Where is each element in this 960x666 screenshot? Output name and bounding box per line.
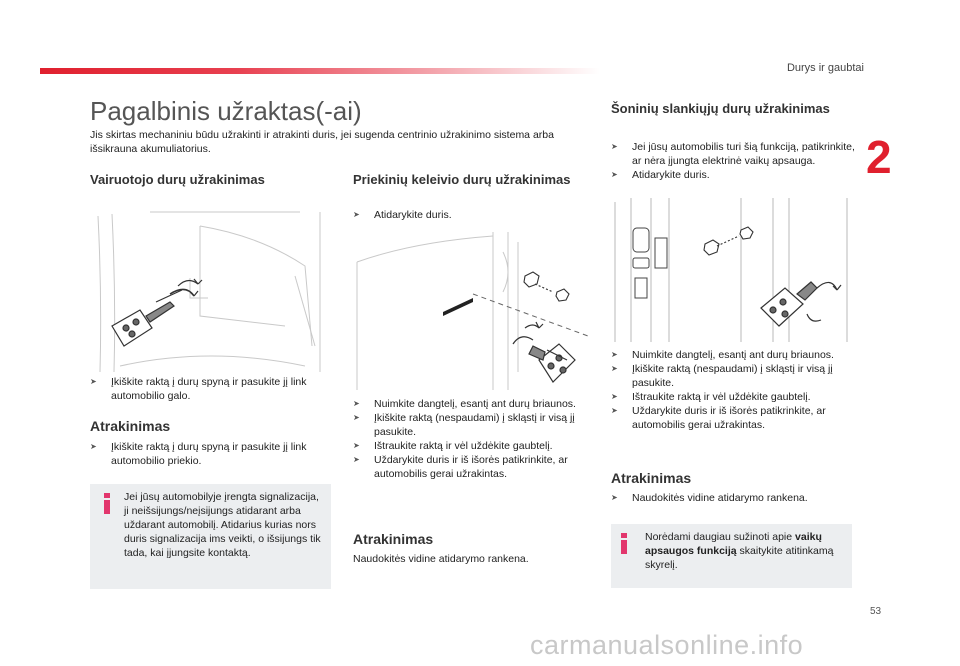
list-item: ➤ Naudokitės vidine atidarymo rankena. (611, 491, 856, 505)
arrow-bullet-icon (611, 390, 618, 404)
driver-door-heading: Vairuotojo durų užrakinimas (90, 172, 265, 187)
info-icon (621, 533, 628, 554)
alarm-info-box (90, 484, 331, 589)
sliding-door-heading: Šoninių slankiųjų durų užrakinimas (611, 101, 830, 116)
child-lock-info-box (611, 524, 852, 588)
watermark: carmanualsonline.info (530, 630, 804, 660)
passenger-door-heading: Priekinių keleivio durų užrakinimas (353, 172, 571, 187)
intro-text: Jis skirtas mechaniniu būdu užrakinti ir atrakinti duris, jei sugenda centrinio užrakinimo sistema arba išsikrauna akumuliatorius. (90, 129, 554, 155)
list-item: ➤ Ištraukite raktą ir vėl uždėkite gaubtelį. (353, 439, 593, 453)
list-item: ➤ Atidarykite duris. (353, 208, 583, 222)
sliding-unlock-steps (611, 491, 856, 505)
passenger-open-step (353, 208, 583, 222)
arrow-bullet-icon (90, 440, 97, 454)
list-item: ➤ Įkiškite raktą (nespaudami) į skląstį ir visą jį pasukite. (353, 411, 593, 439)
arrow-bullet-icon (611, 491, 618, 505)
passenger-unlock-text: Naudokitės vidine atidarymo rankena. (353, 553, 529, 565)
arrow-bullet-icon (353, 439, 360, 453)
chapter-number: 2 (866, 131, 892, 183)
list-item: ➤ Ištraukite raktą ir vėl uždėkite gaubtelį. (611, 390, 856, 404)
driver-door-illustration (90, 206, 325, 372)
arrow-bullet-icon (611, 168, 618, 182)
arrow-bullet-icon (353, 397, 360, 411)
arrow-bullet-icon (353, 411, 360, 425)
list-item: ➤ Įkiškite raktą (nespaudami) į skląstį ir visą jį pasukite. (611, 362, 856, 390)
section-title: Durys ir gaubtai (786, 62, 864, 74)
arrow-bullet-icon (353, 453, 360, 467)
list-item: ➤ Atidarykite duris. (611, 168, 856, 182)
list-item: ➤ Nuimkite dangtelį, esantį ant durų briaunos. (611, 348, 856, 362)
arrow-bullet-icon (611, 140, 618, 154)
list-item: ➤ Įkiškite raktą į durų spyną ir pasukite jį link automobilio galo. (90, 375, 330, 403)
sliding-pre-steps (611, 140, 856, 182)
header-color-bar (40, 68, 600, 74)
child-lock-info-text: Norėdami daugiau sužinoti apie vaikų apsaugos funkciją skaitykite atitinkamą skyrelį. (645, 531, 834, 571)
alarm-info-text: Jei jūsų automobilyje įrengta signalizacija, ji neišsijungs/neįsijungs atidarant arba uždarant automobilį. Atidarius kurias nors duris signalizacija ims veikti, o išsijungs tik tada, kai įjungsite kontaktą. (124, 491, 321, 559)
passenger-door-illustration (353, 232, 591, 390)
list-item: ➤ Nuimkite dangtelį, esantį ant durų briaunos. (353, 397, 593, 411)
arrow-bullet-icon (611, 404, 618, 418)
driver-unlock-steps (90, 440, 330, 468)
passenger-lock-steps (353, 397, 593, 481)
arrow-bullet-icon (611, 362, 618, 376)
passenger-unlock-heading: Atrakinimas (353, 531, 434, 547)
list-item: ➤ Įkiškite raktą į durų spyną ir pasukite jį link automobilio priekio. (90, 440, 330, 468)
arrow-bullet-icon (353, 208, 360, 222)
sliding-unlock-heading: Atrakinimas (611, 470, 692, 486)
arrow-bullet-icon (611, 348, 618, 362)
info-icon (104, 493, 111, 514)
list-item: ➤ Uždarykite duris ir iš išorės patikrinkite, ar automobilis gerai užrakintas. (353, 453, 593, 481)
list-item: ➤ Jei jūsų automobilis turi šią funkciją, patikrinkite, ar nėra įjungta elektrinė vaikų apsauga. (611, 140, 856, 168)
sliding-lock-steps (611, 348, 856, 432)
driver-lock-steps (90, 375, 330, 403)
sliding-door-illustration (611, 198, 851, 342)
page-number: 53 (870, 606, 882, 617)
page-title: Pagalbinis užraktas(-ai) (90, 96, 362, 126)
arrow-bullet-icon (90, 375, 97, 389)
list-item: ➤ Uždarykite duris ir iš išorės patikrinkite, ar automobilis gerai užrakintas. (611, 404, 856, 432)
driver-unlock-heading: Atrakinimas (90, 418, 171, 434)
